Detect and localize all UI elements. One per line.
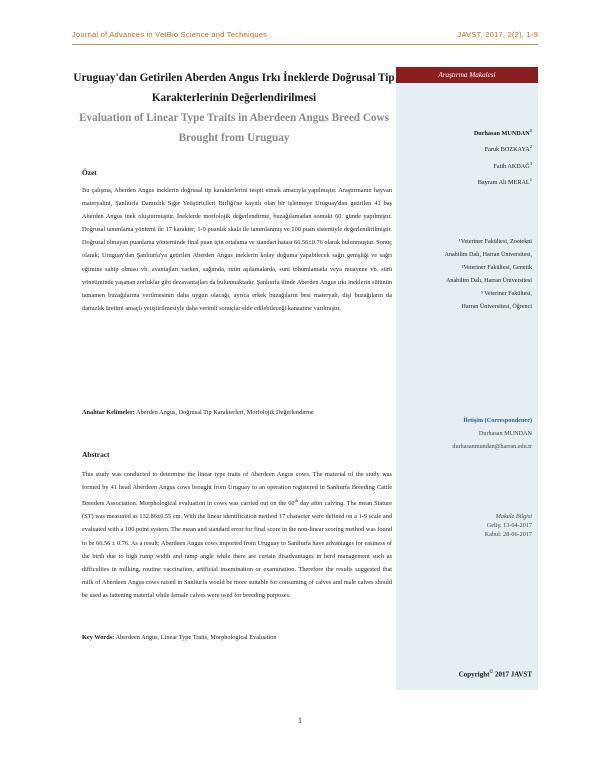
keywords-turkish-text: Aberden Angus, Doğrusal Tip Karakterleri, Morfolojik Değerlendirme [136, 409, 314, 416]
correspondence [400, 414, 532, 453]
author-sup: 1 [529, 128, 532, 133]
abstract-text-part2: day after calving. The mean Stature (ST) was measured as 132.86±0.55 cm. With the linear identification method 17 character were defined on a 1-9 scale and evaluated with a 100 point system. The mean and standard error for final score in the non-linear scoring method was found to be 66.56 ± 0.76. As a result; Aberdeen Angus cows imported from Uruguay to Sanliurfa have advantages for easiness of the birth due to high rump width and ramp angle while there are certain disadvantages in herd management such as difficulties in milking, routine vaccination, artificial insemination or examination. Therefore the results suggested that milk of Aberdeen Angus cows raised in Sanliurfa would be more suitable for consuming of calves and male calves should be used as fattening material while female calves were used for breeding purposes. [82, 500, 392, 599]
author-name: Faruk BOZKAYA [484, 146, 530, 154]
author-item [400, 140, 532, 156]
author-name: Fatih AKDAĞ [493, 162, 530, 170]
author-item [400, 124, 532, 140]
article-info [400, 512, 532, 539]
received-date: Geliş: 13-04-2017 [486, 522, 532, 529]
affiliation-line: ²Veteriner Fakültesi, Genetik [461, 265, 532, 272]
affiliation-line: Anabilim Dalı, Harran Üniversitesi, [444, 252, 532, 259]
affiliation-line: Harran Üniversitesi, Öğrenci [461, 304, 532, 311]
abstract-sup: th [294, 498, 299, 504]
ozet-heading: Özet [82, 168, 97, 177]
article-type-label: Araştırma Makalesi [396, 67, 538, 83]
header-divider [72, 44, 538, 45]
keywords-english-text: Aberdeen Angus, Linear Type Traits, Morphological Evaluation [115, 634, 277, 641]
author-list [400, 124, 532, 189]
keywords-turkish-label: Anahtar Kelimeler: [82, 409, 135, 416]
copyright-icon: © [489, 670, 494, 675]
affiliation-line: Anabilim Dalı, Harran Üniversitesi [446, 278, 532, 285]
title-turkish: Uruguay'dan Getirilen Aberden Angus Irkı İneklerde Doğrusal Tip Karakterlerinin Değerlendirilmesi [73, 72, 395, 104]
title-english: Evaluation of Linear Type Traits in Aberdeen Angus Breed Cows Brought from Uruguay [79, 112, 389, 144]
affiliations [400, 236, 532, 315]
journal-name: Journal of Advances in VetBio Science and Techniques [72, 30, 268, 39]
author-item [400, 173, 532, 189]
keywords-turkish [82, 406, 392, 419]
abstract-text [82, 468, 392, 602]
author-item [400, 157, 532, 173]
correspondence-title: İletişim (Correspondence) [463, 417, 532, 424]
correspondence-email[interactable]: durhasanmundan@harran.edu.tr [452, 443, 532, 450]
page-number: 1 [298, 716, 302, 725]
author-sup: 3 [529, 160, 532, 166]
accepted-date: Kabul: 28-06-2017 [484, 531, 532, 538]
affiliation-line: ³ Veteriner Fakültesi, [481, 291, 532, 298]
copyright-text: Copyright [458, 670, 490, 679]
author-sup: 1 [529, 177, 532, 183]
affiliation-line: ¹Veteriner Fakültesi, Zootekni [458, 239, 532, 245]
abstract-heading: Abstract [82, 450, 110, 459]
author-name: Bayram Ali MERAL [477, 179, 530, 187]
keywords-english [82, 631, 392, 644]
journal-citation: JAVST, 2017, 2(2), 1-9 [457, 30, 538, 39]
ozet-text: Bu çalışma, Aberden Angus ineklerin doğrusal tip karakterlerini tespit etmek amacıyla yapılmıştır. Araştırmanın hayvan materyalini, Şanlıurfa Damızlık Sığır Yetiştiricileri Birliği'ne kayıtlı olan bir işletmeye Uruguay'dan getirilen 41 baş Aberden Angus inek oluşturmuştur. İneklerde morfolojik değerlendirme, buzağılamadan sonraki 60. günde yapılmıştır. Doğrusal tanımlama yöntemi ile 17 karakter, 1-9 puanlık skala ile tanımlanmış ve 100 puan sistemiyle değerlendirilmiştir. Doğrusal olmayan puanlama yönteminde final puan için ortalama ve standart hatası 66.56±0.76 olarak bulunmuştur. Sonuç olarak; Uruguay'dan Şanlıurfa'ya getirilen Aberden Angus ineklerin kolay doğuma yapabilecek sağrı genişliği ve sağrı eğimine sahip olması vb. avantajları varken, sağımda, rutin aşılamalarda, suni tohumlamada veya muayene vb. sürü yönetiminde yaşanan zorluklar gibi dezavantajları da bulunmaktadır. Şanlıurfa ilinde Aberden Angus ırkı ineklerin sütünün tamamen buzağılarına verilmesinin daha uygun olacağı, ayrıca erkek buzağıların besi materyali, dişi buzağıların da damızlık üretimi amaçlı yetiştirilmesiyle daha verimli sonuçlar elde edilebileceği kanaatine varılmıştır. [82, 187, 393, 312]
keywords-english-label: Key Words: [82, 634, 115, 641]
copyright-year: 2017 JAVST [493, 670, 532, 679]
abstract-text-part1: This study was conducted to determine the linear type traits of Aberdeen Angus cows. The material of the study was formed by 41 head Aberdeen Angus cows brought from Uruguay to an operation registered in Sanliurfa Breeding Cattle Breeders Association. Morphological evaluation in cows was carried out on the 60 [82, 471, 392, 508]
copyright-notice [400, 670, 532, 678]
correspondence-name: Durhasan MUNDAN [478, 430, 532, 437]
author-sup: 2 [529, 144, 532, 150]
article-info-title: Makale Bilgisi [495, 513, 532, 520]
author-name: Durhasan MUNDAN [473, 130, 530, 138]
running-header [72, 30, 538, 44]
